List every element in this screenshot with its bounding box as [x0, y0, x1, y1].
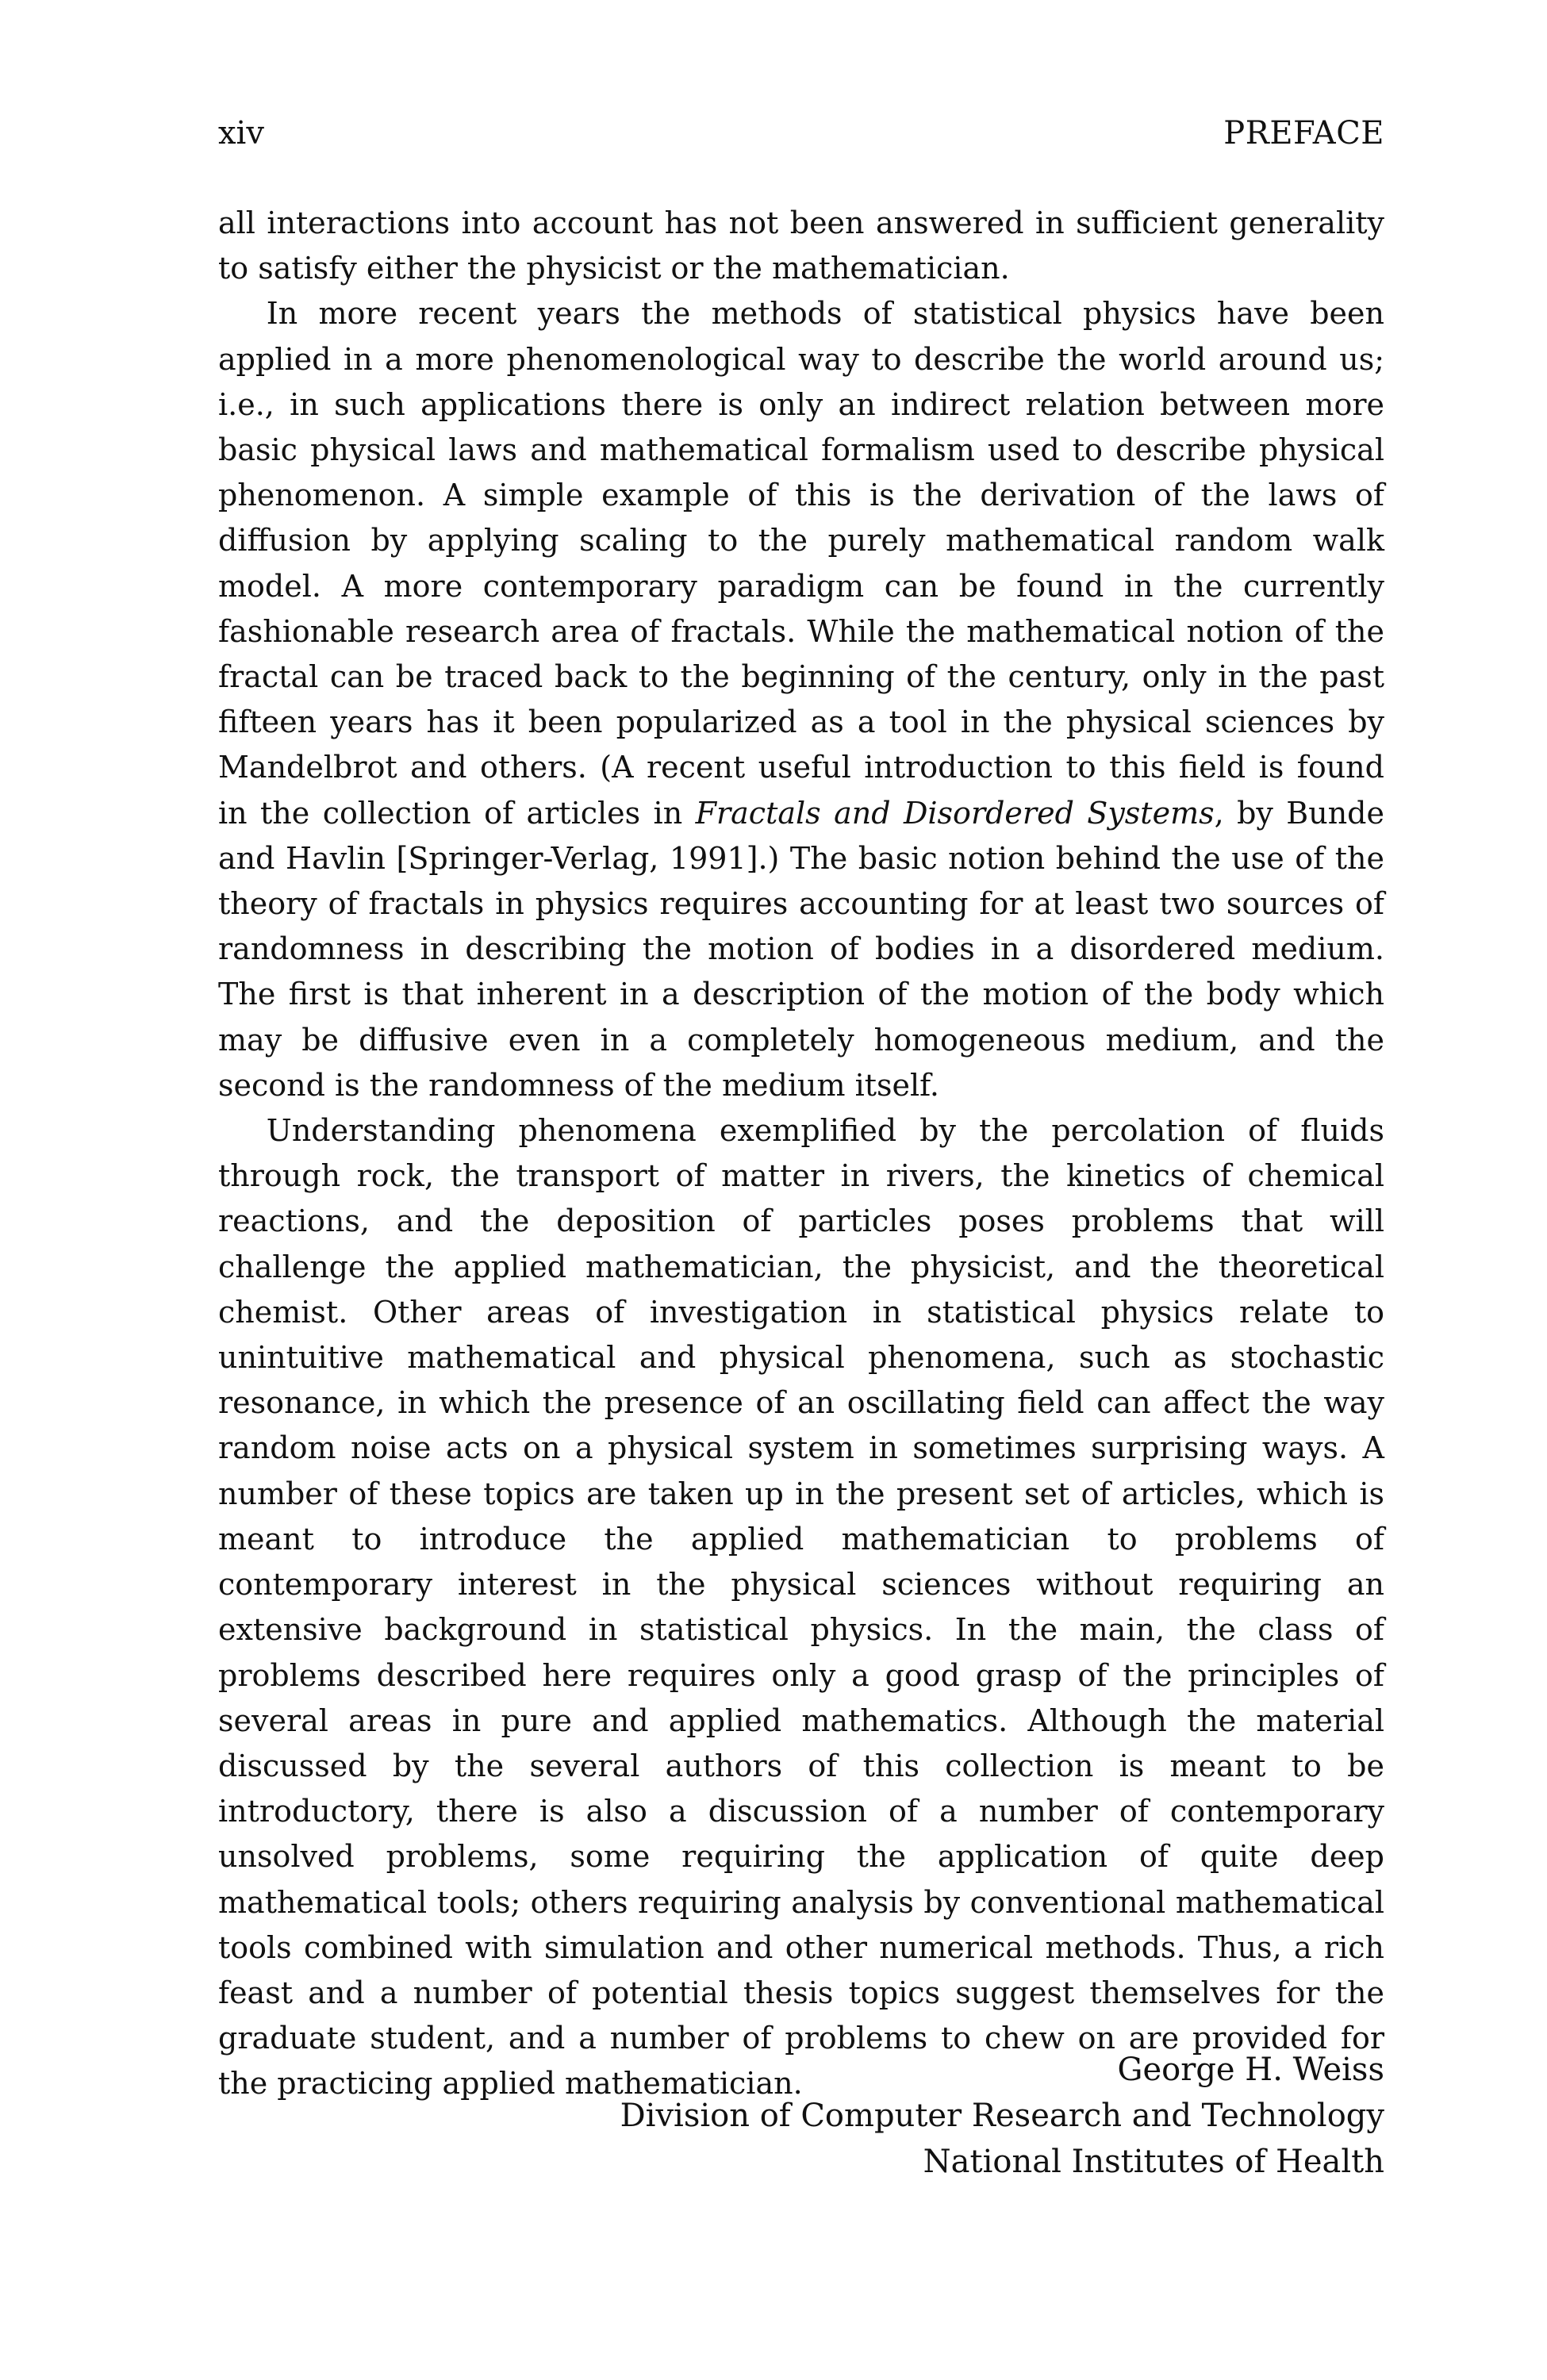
paragraph-fractals-part2: , by Bunde and Havlin [Springer-Verlag, 1991].) The basic notion behind the use of the theory of fractals in physics requires accounting for at least two sources of randomness in describing the motion of bodies in a disordered medium. The first is that inherent in a description of the motion of the body which may be diffusive even in a completely homogeneous medium, and the second is the randomness of the medium itself.	[218, 795, 1384, 1103]
author-institution: National Institutes of Health	[923, 2144, 1384, 2180]
author-name: George H. Weiss	[1117, 2052, 1384, 2088]
book-title: Fractals and Disordered Systems	[695, 795, 1215, 831]
paragraph-fractals-part1: In more recent years the methods of statistical physics have been applied in a more phenomenological way to describe the world around us; i.e., in such applications there is only an indirect relation between more basic physical laws and mathematical formalism used to describe physical phenomenon. A simple example of this is the derivation of the laws of diffusion by applying scaling to the purely mathematical random walk model. A more contemporary paradigm can be found in the currently fashionable research area of fractals. While the mathematical notion of the fractal can be traced back to the beginning of the century, only in the past fifteen years has it been popularized as a tool in the physical sciences by Mandelbrot and others. (A recent useful introduction to this field is found in the collection of articles in	[218, 296, 1384, 831]
paragraph-phenomena: Understanding phenomena exemplified by the percolation of fluids through rock, the transport of matter in rivers, the kinetics of chemical reactions, and the deposition of particles poses problems that will challenge the applied mathematician, the physicist, and the theoretical chemist. Other areas of investigation in statistical physics relate to unintuitive mathematical and physical phenomena, such as stochastic resonance, in which the presence of an oscillating field can affect the way random noise acts on a physical system in sometimes surprising ways. A number of these topics are taken up in the present set of articles, which is meant to introduce the applied mathematician to problems of contemporary interest in the physical sciences without requiring an extensive background in statistical physics. In the main, the class of problems described here requires only a good grasp of the principles of several areas in pure and applied mathematics. Although the material discussed by the several authors of this collection is meant to be introductory, there is also a discussion of a number of contemporary unsolved problems, some requiring the application of quite deep mathematical tools; others requiring analysis by conventional mathematical tools combined with simulation and other numerical methods. Thus, a rich feast and a number of potential thesis topics suggest themselves for the graduate student, and a number of problems to chew on are provided for the practicing applied mathematician.	[218, 1113, 1384, 2102]
page-number: xiv	[218, 115, 264, 152]
running-title: PREFACE	[1223, 115, 1384, 152]
paragraph-continued: all interactions into account has not been answered in sufficient generality to satisfy either the physicist or the mathematician.	[218, 205, 1384, 286]
paragraph-fractals	[218, 291, 1384, 1108]
signature-block	[620, 2047, 1384, 2185]
body-text	[218, 201, 1384, 2107]
author-division: Division of Computer Research and Technology	[620, 2098, 1384, 2134]
running-header	[218, 109, 1384, 157]
